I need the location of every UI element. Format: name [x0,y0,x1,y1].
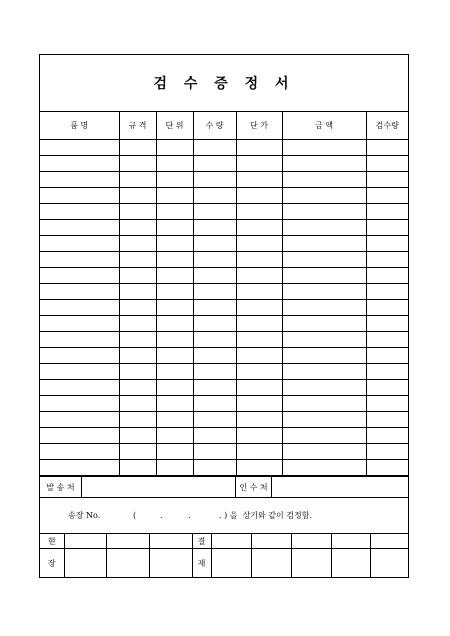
table-cell[interactable] [282,348,366,364]
approval-label-top: 결 [192,534,211,549]
table-cell[interactable] [40,380,119,396]
table-cell[interactable] [282,364,366,380]
table-row [40,300,408,316]
table-cell[interactable] [40,236,119,252]
table-row [40,156,408,172]
table-cell[interactable] [156,380,193,396]
table-cell[interactable] [366,460,408,476]
table-row [40,140,408,156]
table-cell[interactable] [236,428,282,444]
table-cell[interactable] [193,316,236,332]
sender-label: 발 송 처 [40,477,82,497]
invoice-no-label: 송장 No. [68,511,101,520]
table-cell[interactable] [193,284,236,300]
site-sign-box[interactable] [106,549,149,579]
table-cell[interactable] [119,428,156,444]
table-cell[interactable] [366,268,408,284]
table-cell[interactable] [40,412,119,428]
approval-sign-box[interactable] [331,549,370,579]
table-cell[interactable] [236,332,282,348]
inspection-statement [40,498,408,533]
items-header-row [40,112,408,140]
site-label-bottom: 장 [40,549,64,579]
table-cell[interactable] [366,156,408,172]
table-cell[interactable] [193,156,236,172]
table-cell[interactable] [236,188,282,204]
table-cell[interactable] [156,300,193,316]
table-cell[interactable] [366,396,408,412]
table-cell[interactable] [282,172,366,188]
table-cell[interactable] [236,444,282,460]
table-cell[interactable] [119,220,156,236]
table-cell[interactable] [282,252,366,268]
table-cell[interactable] [40,268,119,284]
table-cell[interactable] [366,220,408,236]
table-row [40,236,408,252]
table-cell[interactable] [236,236,282,252]
table-cell[interactable] [40,364,119,380]
table-cell[interactable] [193,188,236,204]
sender-field[interactable] [82,477,236,497]
table-row [40,220,408,236]
table-cell[interactable] [193,332,236,348]
table-cell[interactable] [40,444,119,460]
form-title: 검 수 증 정 서 [40,55,408,112]
approval-sign-box[interactable] [211,549,251,579]
table-cell[interactable] [119,188,156,204]
approval-sign-header [291,534,331,549]
date-dot-1: . [160,511,163,520]
table-cell[interactable] [236,156,282,172]
table-cell[interactable] [119,316,156,332]
table-cell[interactable] [282,204,366,220]
col-unit-price: 단 가 [236,112,282,140]
table-cell[interactable] [156,284,193,300]
table-cell[interactable] [40,188,119,204]
table-cell[interactable] [40,396,119,412]
table-cell[interactable] [366,252,408,268]
sender-receiver-row [40,476,408,498]
table-row [40,252,408,268]
table-cell[interactable] [193,236,236,252]
table-cell[interactable] [119,444,156,460]
site-sign-box[interactable] [64,549,106,579]
table-cell[interactable] [156,252,193,268]
site-sign-header [106,534,149,549]
table-cell[interactable] [40,220,119,236]
table-cell[interactable] [40,284,119,300]
table-cell[interactable] [193,300,236,316]
approval-sign-header [370,534,408,549]
table-row [40,444,408,460]
site-sign-header [64,534,106,549]
table-row [40,332,408,348]
table-cell[interactable] [236,412,282,428]
table-cell[interactable] [236,396,282,412]
table-cell[interactable] [119,412,156,428]
table-cell[interactable] [156,444,193,460]
table-cell[interactable] [193,380,236,396]
table-cell[interactable] [366,444,408,460]
table-cell[interactable] [236,364,282,380]
table-cell[interactable] [236,220,282,236]
table-cell[interactable] [193,412,236,428]
table-row [40,364,408,380]
table-cell[interactable] [119,300,156,316]
table-cell[interactable] [193,348,236,364]
site-sign-box[interactable] [149,549,192,579]
paren-open: ( [133,511,137,520]
table-cell[interactable] [193,428,236,444]
table-cell[interactable] [119,348,156,364]
table-row [40,268,408,284]
table-cell[interactable] [119,172,156,188]
table-cell[interactable] [156,460,193,476]
table-cell[interactable] [156,348,193,364]
table-cell[interactable] [156,236,193,252]
table-cell[interactable] [119,380,156,396]
table-cell[interactable] [40,156,119,172]
table-cell[interactable] [282,332,366,348]
table-cell[interactable] [366,316,408,332]
table-cell[interactable] [119,204,156,220]
table-row [40,188,408,204]
table-row [40,316,408,332]
table-cell[interactable] [156,332,193,348]
table-cell[interactable] [119,156,156,172]
table-cell[interactable] [119,236,156,252]
table-row [40,348,408,364]
table-cell[interactable] [366,188,408,204]
statement-suffix: . ) 을 상기와 같이 검정함. [219,511,313,520]
table-cell[interactable] [282,268,366,284]
table-cell[interactable] [40,428,119,444]
site-label-top: 현 [40,534,64,549]
table-row [40,204,408,220]
table-cell[interactable] [156,172,193,188]
table-cell[interactable] [236,268,282,284]
table-cell[interactable] [193,460,236,476]
site-sign-header [149,534,192,549]
table-cell[interactable] [366,236,408,252]
table-row [40,428,408,444]
table-cell[interactable] [40,204,119,220]
table-cell[interactable] [282,220,366,236]
table-cell[interactable] [236,380,282,396]
approval-sign-header [211,534,251,549]
table-cell[interactable] [366,204,408,220]
table-cell[interactable] [40,348,119,364]
table-cell[interactable] [40,140,119,156]
table-cell[interactable] [366,412,408,428]
table-cell[interactable] [156,140,193,156]
table-cell[interactable] [366,364,408,380]
table-cell[interactable] [193,172,236,188]
table-row [40,460,408,476]
table-cell[interactable] [282,460,366,476]
table-cell[interactable] [236,348,282,364]
receiver-field[interactable] [272,477,408,497]
col-quantity: 수 량 [193,112,236,140]
table-cell[interactable] [119,332,156,348]
table-cell[interactable] [366,348,408,364]
inspection-form [39,54,409,578]
table-cell[interactable] [119,252,156,268]
table-cell[interactable] [156,428,193,444]
table-cell[interactable] [236,300,282,316]
approval-sign-box[interactable] [291,549,331,579]
table-cell[interactable] [366,428,408,444]
table-cell[interactable] [282,300,366,316]
table-cell[interactable] [156,204,193,220]
table-cell[interactable] [282,396,366,412]
date-dot-2: . [188,511,191,520]
table-cell[interactable] [193,140,236,156]
receiver-label: 인 수 처 [236,477,272,497]
approval-sign-box[interactable] [251,549,291,579]
items-table [40,112,408,476]
table-cell[interactable] [119,284,156,300]
table-cell[interactable] [282,428,366,444]
col-amount: 금 액 [282,112,366,140]
table-cell[interactable] [366,380,408,396]
table-cell[interactable] [282,156,366,172]
table-cell[interactable] [40,316,119,332]
table-cell[interactable] [193,268,236,284]
table-cell[interactable] [156,396,193,412]
table-cell[interactable] [366,140,408,156]
col-inspected-qty: 검수량 [366,112,408,140]
table-row [40,396,408,412]
approval-sign-box[interactable] [370,549,408,579]
col-spec: 규 격 [119,112,156,140]
table-cell[interactable] [193,364,236,380]
table-row [40,284,408,300]
table-cell[interactable] [40,252,119,268]
table-cell[interactable] [156,156,193,172]
table-cell[interactable] [119,396,156,412]
table-cell[interactable] [282,140,366,156]
table-cell[interactable] [193,444,236,460]
table-cell[interactable] [236,204,282,220]
table-cell[interactable] [156,364,193,380]
approval-label-bottom: 재 [192,549,211,579]
table-cell[interactable] [119,268,156,284]
table-cell[interactable] [156,316,193,332]
table-cell[interactable] [193,252,236,268]
table-cell[interactable] [236,140,282,156]
table-cell[interactable] [366,172,408,188]
table-cell[interactable] [366,300,408,316]
table-cell[interactable] [282,380,366,396]
table-cell[interactable] [40,300,119,316]
table-cell[interactable] [366,332,408,348]
table-cell[interactable] [236,172,282,188]
table-cell[interactable] [40,172,119,188]
table-cell[interactable] [366,284,408,300]
table-cell[interactable] [119,140,156,156]
table-cell[interactable] [236,460,282,476]
table-row [40,412,408,428]
table-cell[interactable] [282,236,366,252]
table-row [40,380,408,396]
table-cell[interactable] [119,460,156,476]
table-cell[interactable] [156,268,193,284]
table-cell[interactable] [236,284,282,300]
table-cell[interactable] [236,316,282,332]
table-cell[interactable] [282,444,366,460]
table-cell[interactable] [40,460,119,476]
table-cell[interactable] [236,252,282,268]
col-item-name: 품 명 [40,112,119,140]
table-cell[interactable] [282,188,366,204]
col-unit: 단 위 [156,112,193,140]
approval-sign-header [251,534,291,549]
table-cell[interactable] [156,220,193,236]
table-cell[interactable] [193,204,236,220]
table-cell[interactable] [156,412,193,428]
table-cell[interactable] [193,396,236,412]
table-cell[interactable] [282,316,366,332]
approval-table [40,533,408,578]
table-cell[interactable] [40,332,119,348]
table-row [40,172,408,188]
table-cell[interactable] [156,188,193,204]
table-cell[interactable] [119,364,156,380]
approval-sign-header [331,534,370,549]
table-cell[interactable] [282,284,366,300]
table-cell[interactable] [282,412,366,428]
table-cell[interactable] [193,220,236,236]
